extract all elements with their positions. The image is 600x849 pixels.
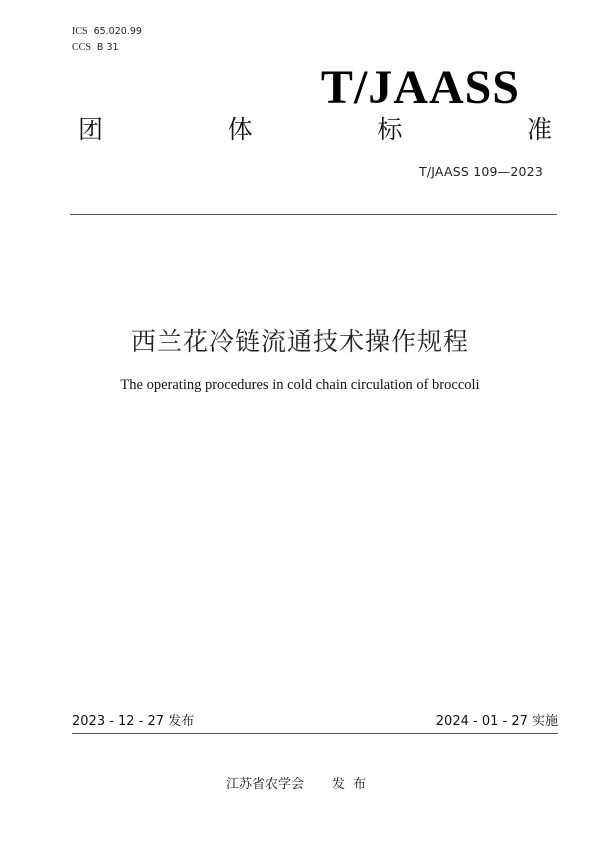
document-title-english: The operating procedures in cold chain circulation of broccoli — [120, 377, 480, 393]
footer-divider — [72, 733, 558, 734]
publisher-name: 江苏省农学会 — [225, 777, 304, 792]
standard-type-heading — [78, 114, 552, 146]
ccs-classification — [72, 40, 119, 56]
standard-number: T/JAASS 109—2023 — [419, 164, 543, 179]
standard-type-char-2: 体 — [227, 115, 253, 144]
standard-type-char-4: 准 — [526, 115, 552, 144]
publisher-verb: 发布 — [332, 777, 375, 792]
ccs-label: CCS — [72, 42, 91, 53]
publisher-line — [0, 776, 600, 794]
standard-type-char-3: 标 — [377, 115, 403, 144]
standard-type-char-1: 团 — [78, 115, 104, 144]
header-divider — [70, 214, 557, 215]
organization-code-logo: T/JAASS — [320, 61, 520, 114]
implementation-date: 2024 - 01 - 27 实施 — [435, 714, 558, 729]
document-title-chinese: 西兰花冷链流通技术操作规程 — [130, 327, 469, 356]
ics-classification — [72, 24, 142, 40]
ccs-code: B 31 — [96, 42, 119, 53]
ics-label: ICS — [72, 26, 88, 37]
issue-date: 2023 - 12 - 27 发布 — [72, 714, 195, 729]
ics-code: 65.020.99 — [93, 26, 142, 37]
